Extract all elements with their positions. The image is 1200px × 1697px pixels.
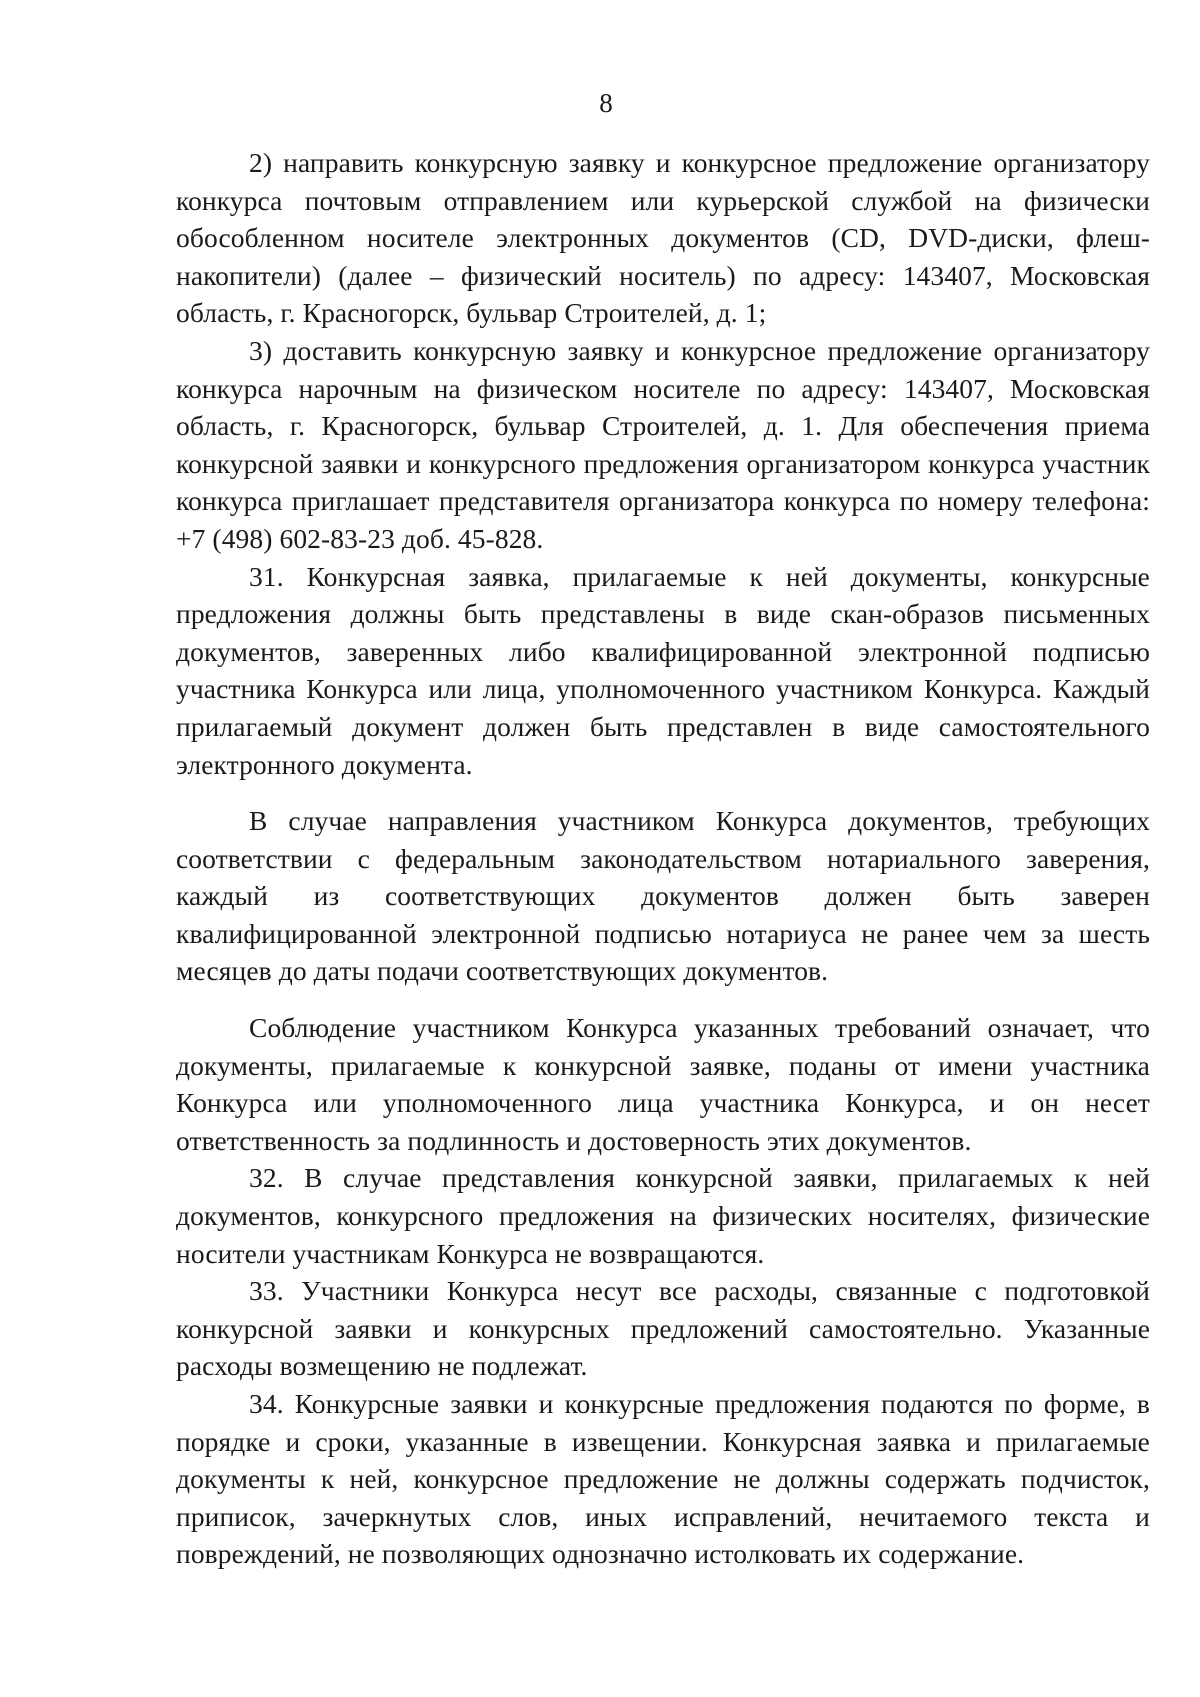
document-body (176, 144, 1150, 1573)
paragraph-notary-requirement: В случае направления участником Конкурса документов, требующих соответствии с федеральным законодательством нотариального заверения, каждый из соответствующих документов должен быть заверен квалифицированной электронной подписью нотариуса не ранее чем за шесть месяцев до даты подачи соответствующих документов. (176, 805, 1150, 987)
paragraph-item-2-mail-delivery: 2) направить конкурсную заявку и конкурсное предложение организатору конкурса почтовым отправлением или курьерской службой на физически обособленном носителе электронных документов (CD, DVD-диски, флеш-накопители) (далее – физический носитель) по адресу: 143407, Московская область, г. Красногорск, бульвар Строителей, д. 1; (176, 147, 1150, 329)
paragraph-clause-32: 32. В случае представления конкурсной заявки, прилагаемых к ней документов, конкурсного предложения на физических носителях, физические носители участникам Конкурса не возвращаются. (176, 1162, 1150, 1269)
paragraph-clause-31: 31. Конкурсная заявка, прилагаемые к ней документы, конкурсные предложения должны быть представлены в виде скан-образов письменных документов, заверенных либо квалифицированной электронной подписью участника Конкурса или лица, уполномоченного участником Конкурса. Каждый прилагаемый документ должен быть представлен в виде самостоятельного электронного документа. (176, 560, 1150, 780)
page-number: 8 (599, 88, 613, 118)
paragraph-item-3-courier-delivery: 3) доставить конкурсную заявку и конкурсное предложение организатору конкурса нарочным на физическом носителе по адресу: 143407, Московская область, г. Красногорск, бульвар Строителей, д. 1. Для обеспечения приема конкурсной заявки и конкурсного предложения организатором конкурса участник конкурса приглашает представителя организатора конкурса по номеру телефона: +7 (498) 602-83-23 доб. 45-828. (176, 334, 1150, 554)
paragraph-clause-33: 33. Участники Конкурса несут все расходы, связанные с подготовкой конкурсной заявки и конкурсных предложений самостоятельно. Указанные расходы возмещению не подлежат. (176, 1275, 1150, 1382)
paragraph-compliance-responsibility: Соблюдение участником Конкурса указанных требований означает, что документы, прилагаемые к конкурсной заявке, поданы от имени участника Конкурса или уполномоченного лица участника Конкурса, и он несет ответственность за подлинность и достоверность этих документов. (176, 1012, 1150, 1156)
paragraph-clause-34: 34. Конкурсные заявки и конкурсные предложения подаются по форме, в порядке и сроки, указанные в извещении. Конкурсная заявка и прилагаемые документы к ней, конкурсное предложение не должны содержать подчисток, приписок, зачеркнутых слов, иных исправлений, нечитаемого текста и повреждений, не позволяющих однозначно истолковать их содержание. (176, 1388, 1150, 1570)
